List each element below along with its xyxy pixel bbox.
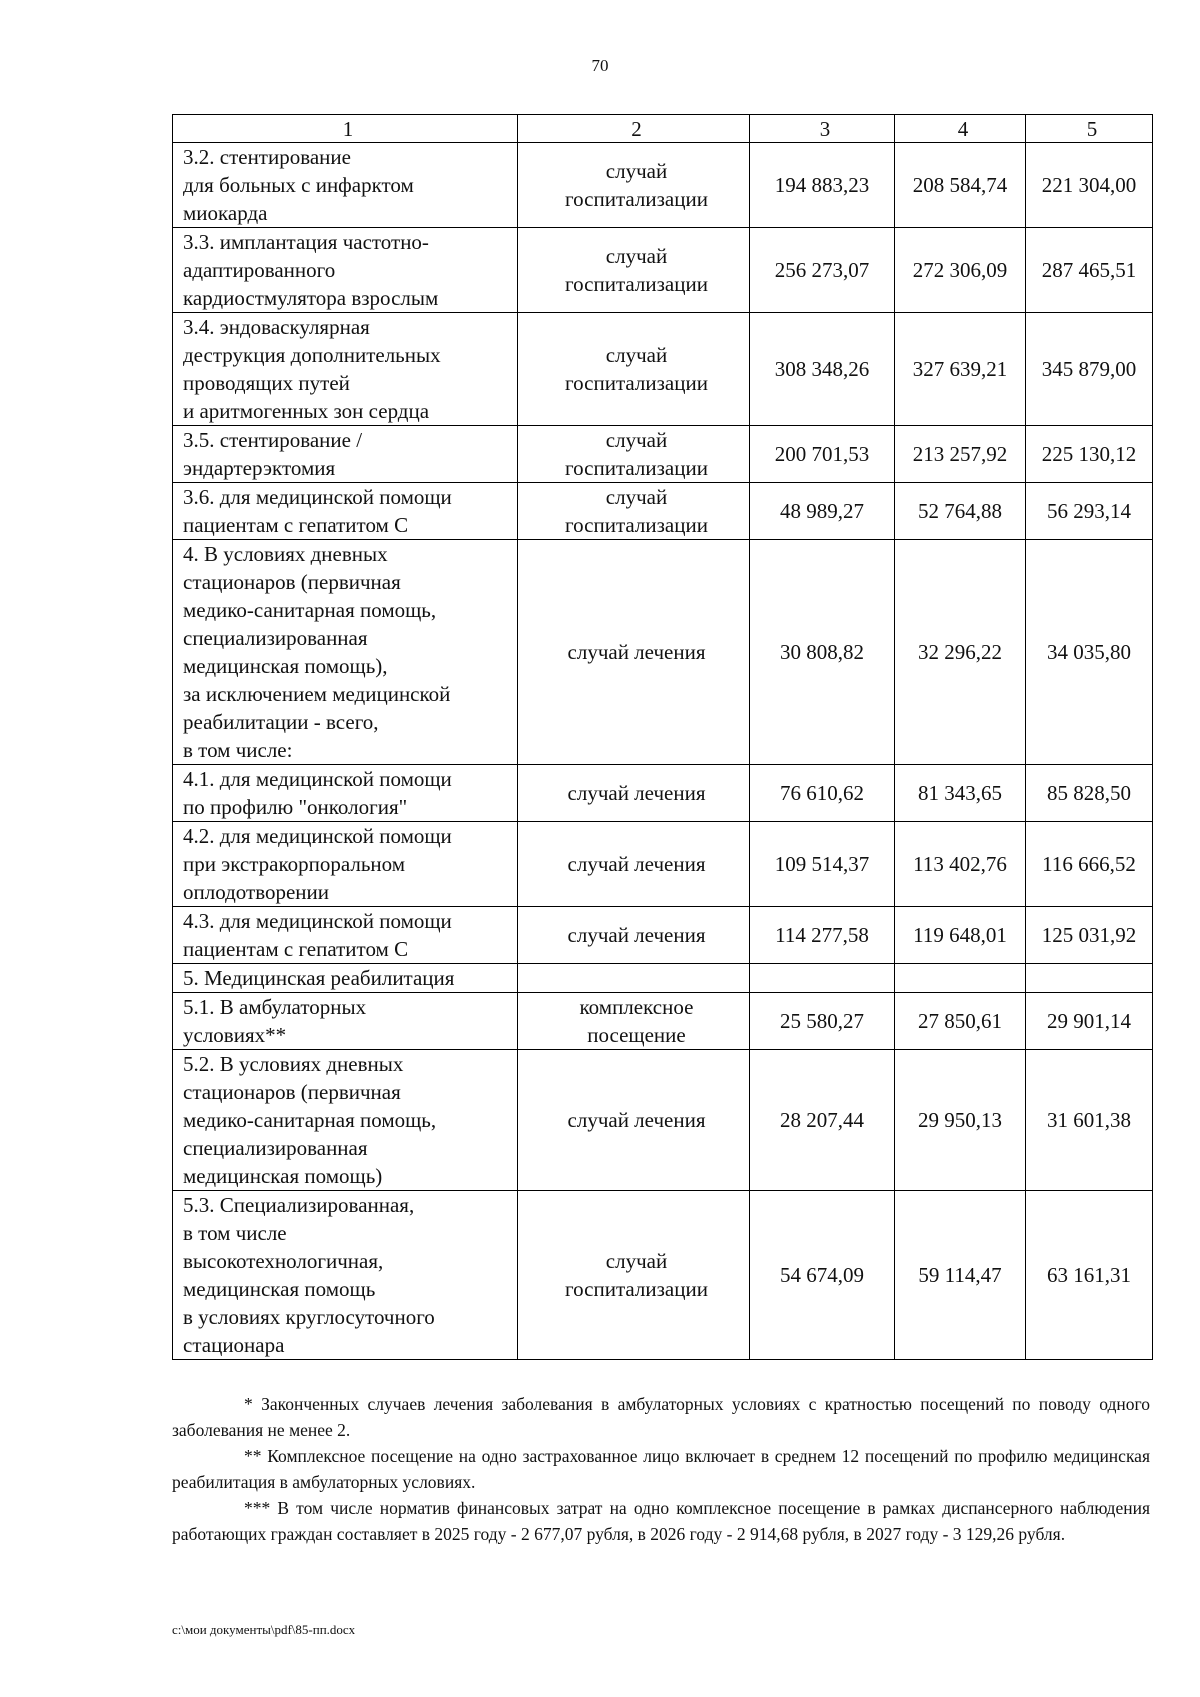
row-name-cell: 4. В условиях дневных стационаров (первичная медико-санитарная помощь, специализированная медицинская помощь), за исключением медицинской реабилитации - всего, в том числе: — [173, 540, 518, 765]
row-value-2027-cell: 29 901,14 — [1026, 993, 1153, 1050]
row-value-2026-cell: 119 648,01 — [895, 907, 1026, 964]
row-name-cell: 4.2. для медицинской помощи при экстракорпоральном оплодотворении — [173, 822, 518, 907]
row-value-2027-cell: 63 161,31 — [1026, 1191, 1153, 1360]
row-value-2025-cell: 256 273,07 — [750, 228, 895, 313]
row-unit-cell: случай госпитализации — [518, 426, 750, 483]
footnote: *** В том числе норматив финансовых затрат на одно комплексное посещение в рамках диспансерного наблюдения работающих граждан составляет в 2025 году - 2 677,07 рубля, в 2026 году - 2 914,68 рубля, в 2027 году - 3 129,26 рубля. — [172, 1498, 1150, 1544]
row-value-2025-cell: 30 808,82 — [750, 540, 895, 765]
cost-norms-table — [172, 114, 1153, 1360]
row-value-2025-cell: 194 883,23 — [750, 143, 895, 228]
document-path: c:\мои документы\pdf\85-пп.docx — [172, 1622, 356, 1637]
row-value-2026-cell: 27 850,61 — [895, 993, 1026, 1050]
row-value-2025-cell: 114 277,58 — [750, 907, 895, 964]
row-value-2027-cell: 287 465,51 — [1026, 228, 1153, 313]
header-cell: 4 — [895, 115, 1026, 143]
row-value-2025-cell: 54 674,09 — [750, 1191, 895, 1360]
row-value-2027-cell: 34 035,80 — [1026, 540, 1153, 765]
row-value-2026-cell: 29 950,13 — [895, 1050, 1026, 1191]
row-name-cell: 3.6. для медицинской помощи пациентам с гепатитом С — [173, 483, 518, 540]
row-name-cell: 4.3. для медицинской помощи пациентам с гепатитом С — [173, 907, 518, 964]
row-value-2026-cell: 208 584,74 — [895, 143, 1026, 228]
row-name-cell: 4.1. для медицинской помощи по профилю "онкология" — [173, 765, 518, 822]
row-value-2026-cell: 81 343,65 — [895, 765, 1026, 822]
row-unit-cell — [518, 964, 750, 993]
table-row — [173, 426, 1153, 483]
row-value-2025-cell: 200 701,53 — [750, 426, 895, 483]
row-value-2025-cell: 28 207,44 — [750, 1050, 895, 1191]
table-header-row — [173, 115, 1153, 143]
row-unit-cell: случай госпитализации — [518, 313, 750, 426]
row-unit-cell: комплексное посещение — [518, 993, 750, 1050]
row-value-2025-cell — [750, 964, 895, 993]
table-row — [173, 228, 1153, 313]
row-unit-cell: случай лечения — [518, 1050, 750, 1191]
row-name-cell: 3.3. имплантация частотно- адаптированного кардиостмулятора взрослым — [173, 228, 518, 313]
table-row — [173, 540, 1153, 765]
table-row — [173, 1191, 1153, 1360]
row-unit-cell: случай госпитализации — [518, 143, 750, 228]
row-value-2025-cell: 109 514,37 — [750, 822, 895, 907]
row-unit-cell: случай лечения — [518, 907, 750, 964]
table-row — [173, 907, 1153, 964]
footnotes — [172, 1391, 1150, 1547]
row-value-2026-cell: 52 764,88 — [895, 483, 1026, 540]
row-name-cell: 3.4. эндоваскулярная деструкция дополнительных проводящих путей и аритмогенных зон сердца — [173, 313, 518, 426]
table-row — [173, 313, 1153, 426]
row-value-2025-cell: 48 989,27 — [750, 483, 895, 540]
header-cell: 5 — [1026, 115, 1153, 143]
table-row — [173, 964, 1153, 993]
header-cell: 3 — [750, 115, 895, 143]
row-unit-cell: случай госпитализации — [518, 1191, 750, 1360]
row-value-2026-cell: 327 639,21 — [895, 313, 1026, 426]
table-row — [173, 1050, 1153, 1191]
row-unit-cell: случай лечения — [518, 540, 750, 765]
row-value-2026-cell: 59 114,47 — [895, 1191, 1026, 1360]
row-name-cell: 5. Медицинская реабилитация — [173, 964, 518, 993]
row-value-2026-cell: 272 306,09 — [895, 228, 1026, 313]
row-value-2026-cell: 213 257,92 — [895, 426, 1026, 483]
row-value-2027-cell: 225 130,12 — [1026, 426, 1153, 483]
row-unit-cell: случай лечения — [518, 765, 750, 822]
row-unit-cell: случай лечения — [518, 822, 750, 907]
row-value-2027-cell: 116 666,52 — [1026, 822, 1153, 907]
row-name-cell: 5.3. Специализированная, в том числе высокотехнологичная, медицинская помощь в условиях круглосуточного стационара — [173, 1191, 518, 1360]
row-value-2026-cell: 113 402,76 — [895, 822, 1026, 907]
row-value-2025-cell: 308 348,26 — [750, 313, 895, 426]
row-value-2025-cell: 76 610,62 — [750, 765, 895, 822]
row-value-2027-cell: 345 879,00 — [1026, 313, 1153, 426]
header-cell: 2 — [518, 115, 750, 143]
row-name-cell: 5.2. В условиях дневных стационаров (первичная медико-санитарная помощь, специализированная медицинская помощь) — [173, 1050, 518, 1191]
row-value-2027-cell: 125 031,92 — [1026, 907, 1153, 964]
table-row — [173, 143, 1153, 228]
table-row — [173, 765, 1153, 822]
table-row — [173, 993, 1153, 1050]
footnote: ** Комплексное посещение на одно застрахованное лицо включает в среднем 12 посещений по профилю медицинская реабилитация в амбулаторных условиях. — [172, 1446, 1150, 1492]
row-unit-cell: случай госпитализации — [518, 228, 750, 313]
row-value-2027-cell: 31 601,38 — [1026, 1050, 1153, 1191]
row-name-cell: 3.2. стентирование для больных с инфарктом миокарда — [173, 143, 518, 228]
row-name-cell: 5.1. В амбулаторных условиях** — [173, 993, 518, 1050]
page-number: 70 — [591, 56, 609, 75]
row-value-2025-cell: 25 580,27 — [750, 993, 895, 1050]
table-row — [173, 483, 1153, 540]
footnote: * Законченных случаев лечения заболевания в амбулаторных условиях с кратностью посещений по поводу одного заболевания не менее 2. — [172, 1394, 1150, 1440]
row-value-2026-cell — [895, 964, 1026, 993]
row-value-2027-cell — [1026, 964, 1153, 993]
row-value-2026-cell: 32 296,22 — [895, 540, 1026, 765]
row-value-2027-cell: 56 293,14 — [1026, 483, 1153, 540]
table-row — [173, 822, 1153, 907]
row-value-2027-cell: 221 304,00 — [1026, 143, 1153, 228]
row-unit-cell: случай госпитализации — [518, 483, 750, 540]
row-value-2027-cell: 85 828,50 — [1026, 765, 1153, 822]
header-cell: 1 — [173, 115, 518, 143]
row-name-cell: 3.5. стентирование / эндартерэктомия — [173, 426, 518, 483]
